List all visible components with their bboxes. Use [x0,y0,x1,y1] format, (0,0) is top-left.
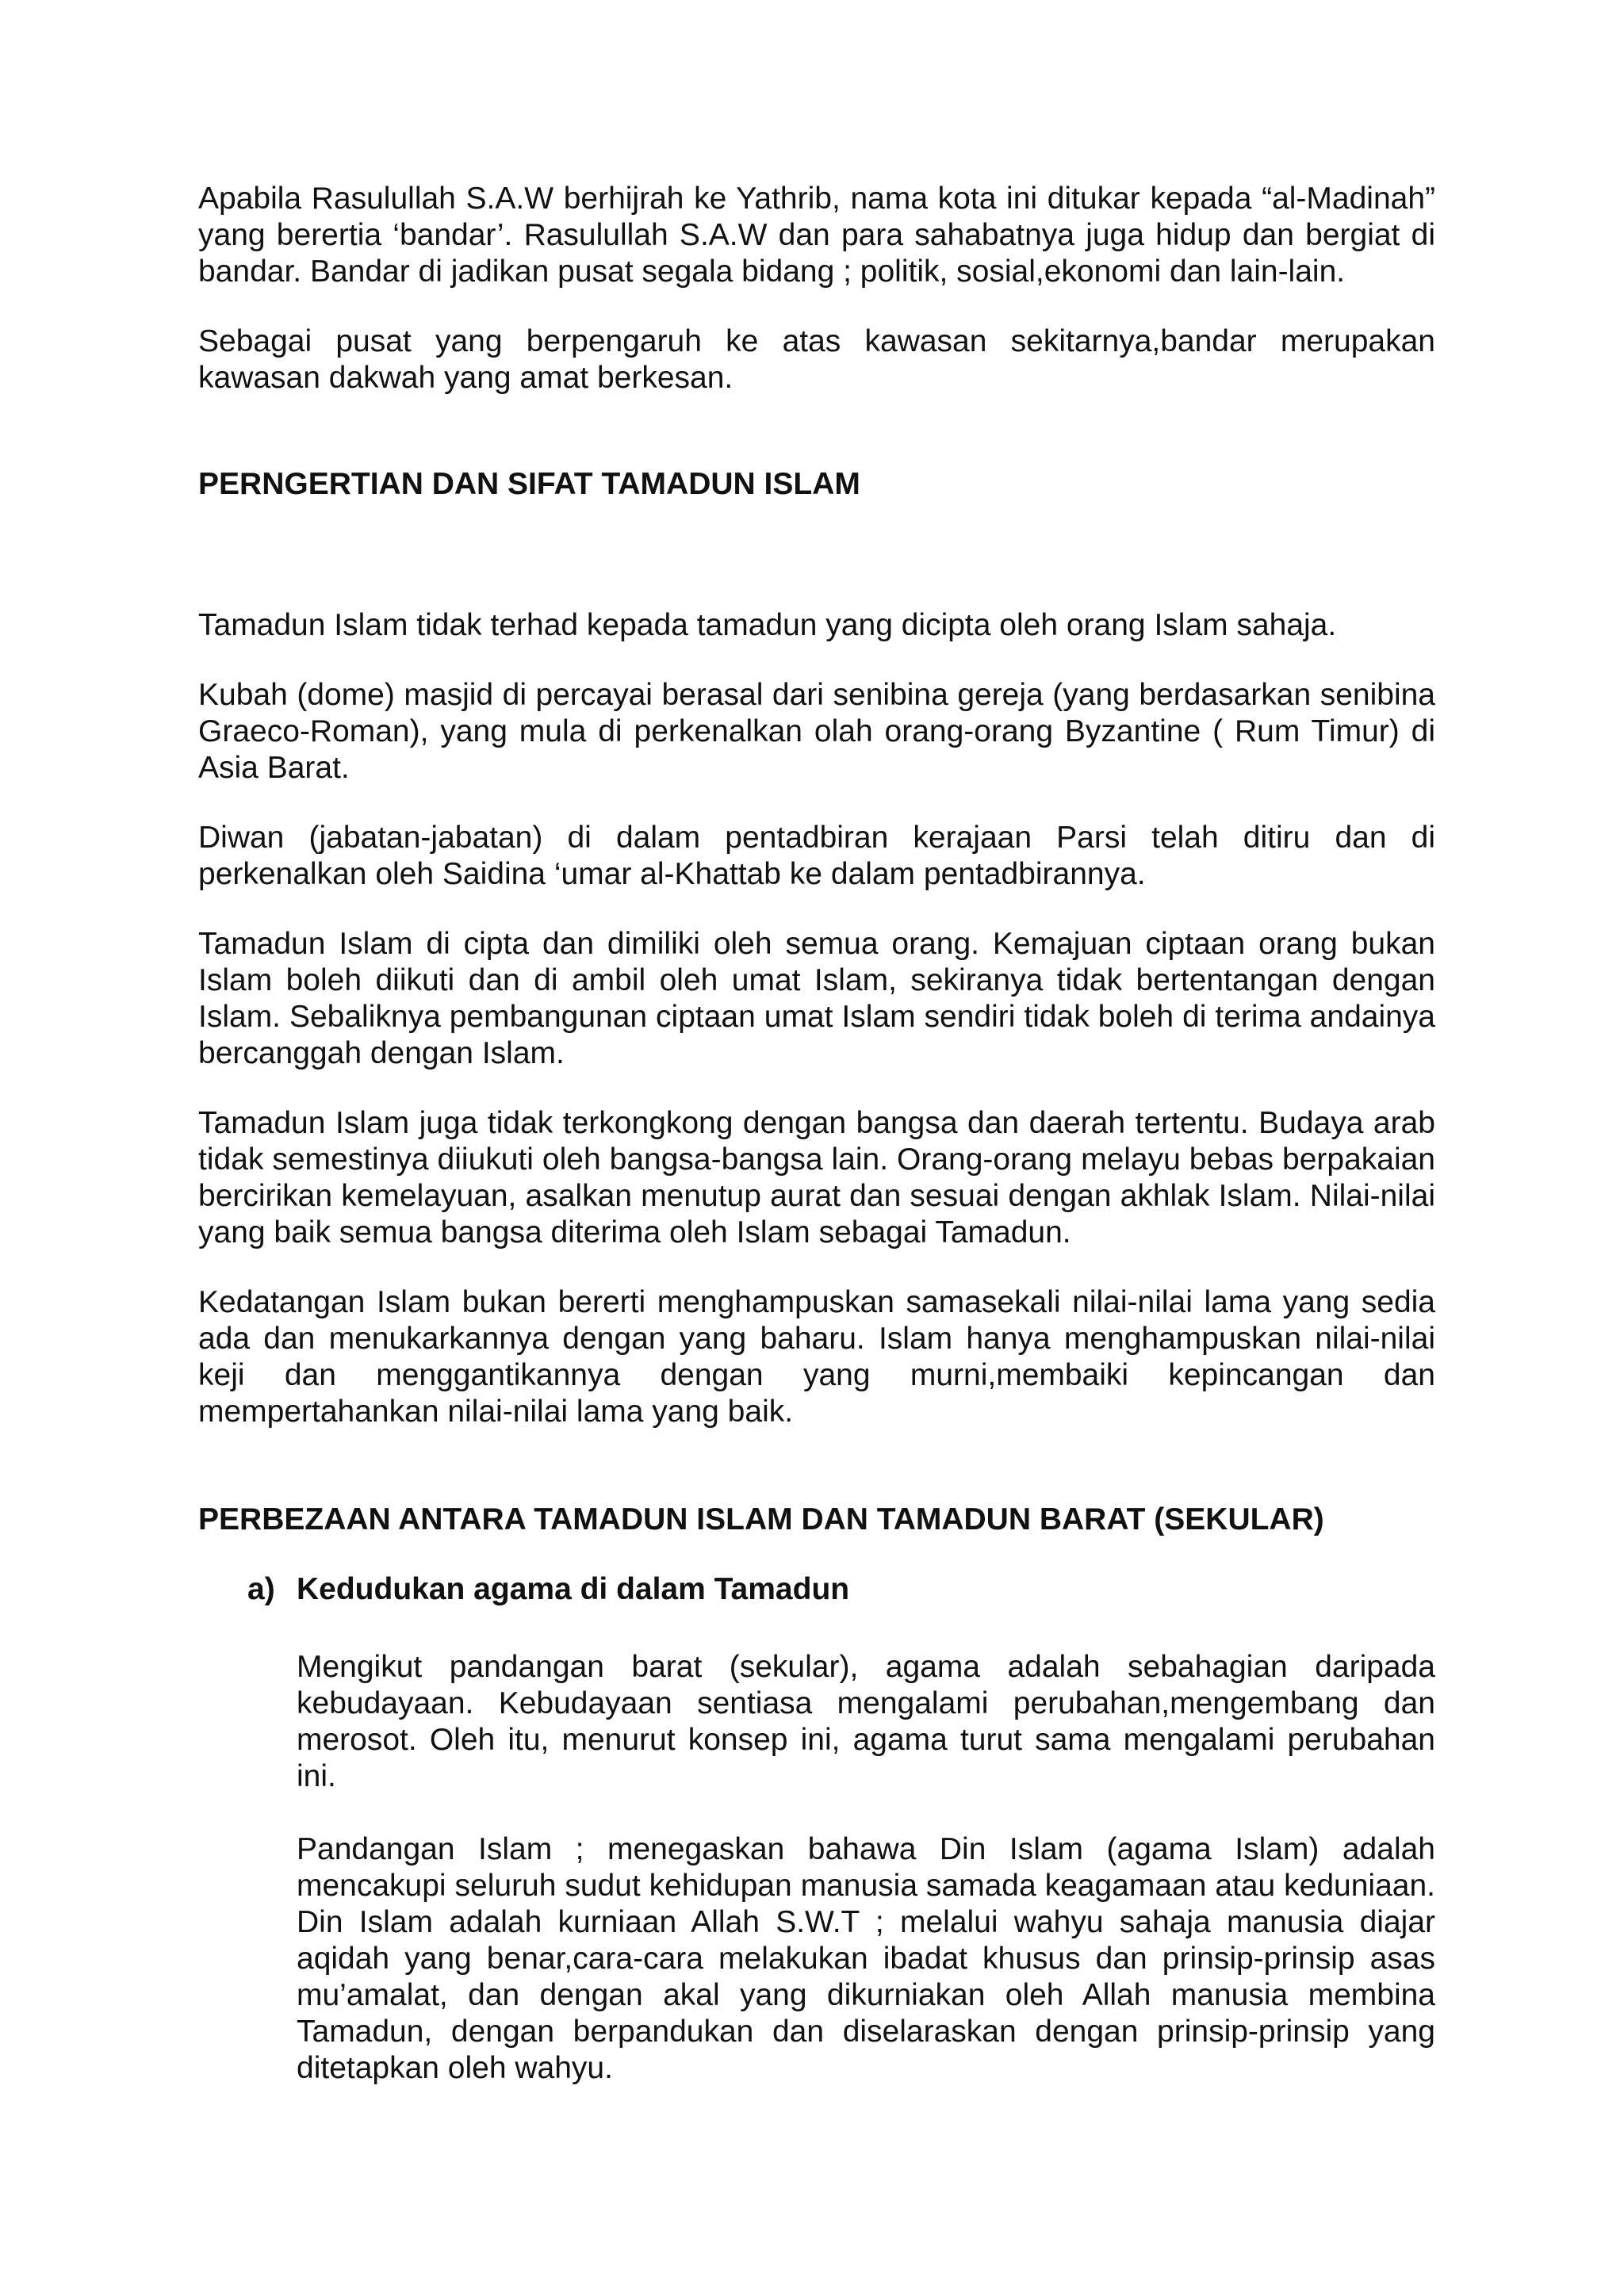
document-body [198,181,1435,2123]
intro-paragraph-2: Sebagai pusat yang berpengaruh ke atas kawasan sekitarnya,bandar merupakan kawasan dakwah yang amat berkesan. [198,324,1435,395]
section1-paragraph-4: Tamadun Islam di cipta dan dimiliki oleh semua orang. Kemajuan ciptaan orang bukan Islam boleh diikuti dan di ambil oleh umat Islam, sekiranya tidak bertentangan dengan Islam. Sebaliknya pembangunan ciptaan umat Islam sendiri tidak boleh di terima andainya bercanggah dengan Islam. [198,927,1435,1070]
section1-paragraph-1: Tamadun Islam tidak terhad kepada tamadun yang dicipta oleh orang Islam sahaja. [198,608,1337,642]
section2-paragraph-1: Mengikut pandangan barat (sekular), agama adalah sebahagian daripada kebudayaan. Kebudayaan sentiasa mengalami perubahan,mengembang dan merosot. Oleh itu, menurut konsep ini, agama turut sama mengalami perubahan ini. [297,1650,1435,1793]
subsection-title: Kedudukan agama di dalam Tamadun [297,1572,850,1606]
section1-paragraph-6: Kedatangan Islam bukan bererti menghampuskan samasekali nilai-nilai lama yang sedia ada dan menukarkannya dengan yang baharu. Islam hanya menghampuskan nilai-nilai keji dan menggantikannya dengan yang murni,membaiki kepincangan dan mempertahankan nilai-nilai lama yang baik. [198,1285,1435,1429]
section-heading-pengertian: PERNGERTIAN DAN SIFAT TAMADUN ISLAM [198,467,860,501]
section1-paragraph-3: Diwan (jabatan-jabatan) di dalam pentadbiran kerajaan Parsi telah ditiru dan di perkenalkan oleh Saidina ‘umar al-Khattab ke dalam pentadbirannya. [198,821,1435,891]
subsection-heading [247,1571,1435,1608]
section2-paragraph-2: Pandangan Islam ; menegaskan bahawa Din Islam (agama Islam) adalah mencakupi seluruh sudut kehidupan manusia samada keagamaan atau keduniaan. Din Islam adalah kurniaan Allah S.W.T ; melalui wahyu sahaja manusia diajar aqidah yang benar,cara-cara melakukan ibadat khusus dan prinsip-prinsip asas mu’amalat, dan dengan akal yang dikurniakan oleh Allah manusia membina Tamadun, dengan berpandukan dan diselaraskan dengan prinsip-prinsip yang ditetapkan oleh wahyu. [297,1832,1435,2085]
intro-paragraph-1: Apabila Rasulullah S.A.W berhijrah ke Yathrib, nama kota ini ditukar kepada “al-Madinah” yang berertia ‘bandar’. Rasulullah S.A.W dan para sahabatnya juga hidup dan bergiat di bandar. Bandar di jadikan pusat segala bidang ; politik, sosial,ekonomi dan lain-lain. [198,182,1435,289]
section1-paragraph-5: Tamadun Islam juga tidak terkongkong dengan bangsa dan daerah tertentu. Budaya arab tidak semestinya diiukuti oleh bangsa-bangsa lain. Orang-orang melayu bebas berpakaian bercirikan kemelayuan, asalkan menutup aurat dan sesuai dengan akhlak Islam. Nilai-nilai yang baik semua bangsa diterima oleh Islam sebagai Tamadun. [198,1106,1435,1249]
section1-paragraph-2: Kubah (dome) masjid di percayai berasal dari senibina gereja (yang berdasarkan senibina Graeco-Roman), yang mula di perkenalkan olah orang-orang Byzantine ( Rum Timur) di Asia Barat. [198,678,1435,785]
subsection-marker: a) [247,1572,275,1606]
subsection-body [297,1649,1435,2087]
section-heading-perbezaan: PERBEZAAN ANTARA TAMADUN ISLAM DAN TAMADUN BARAT (SEKULAR) [198,1502,1324,1536]
